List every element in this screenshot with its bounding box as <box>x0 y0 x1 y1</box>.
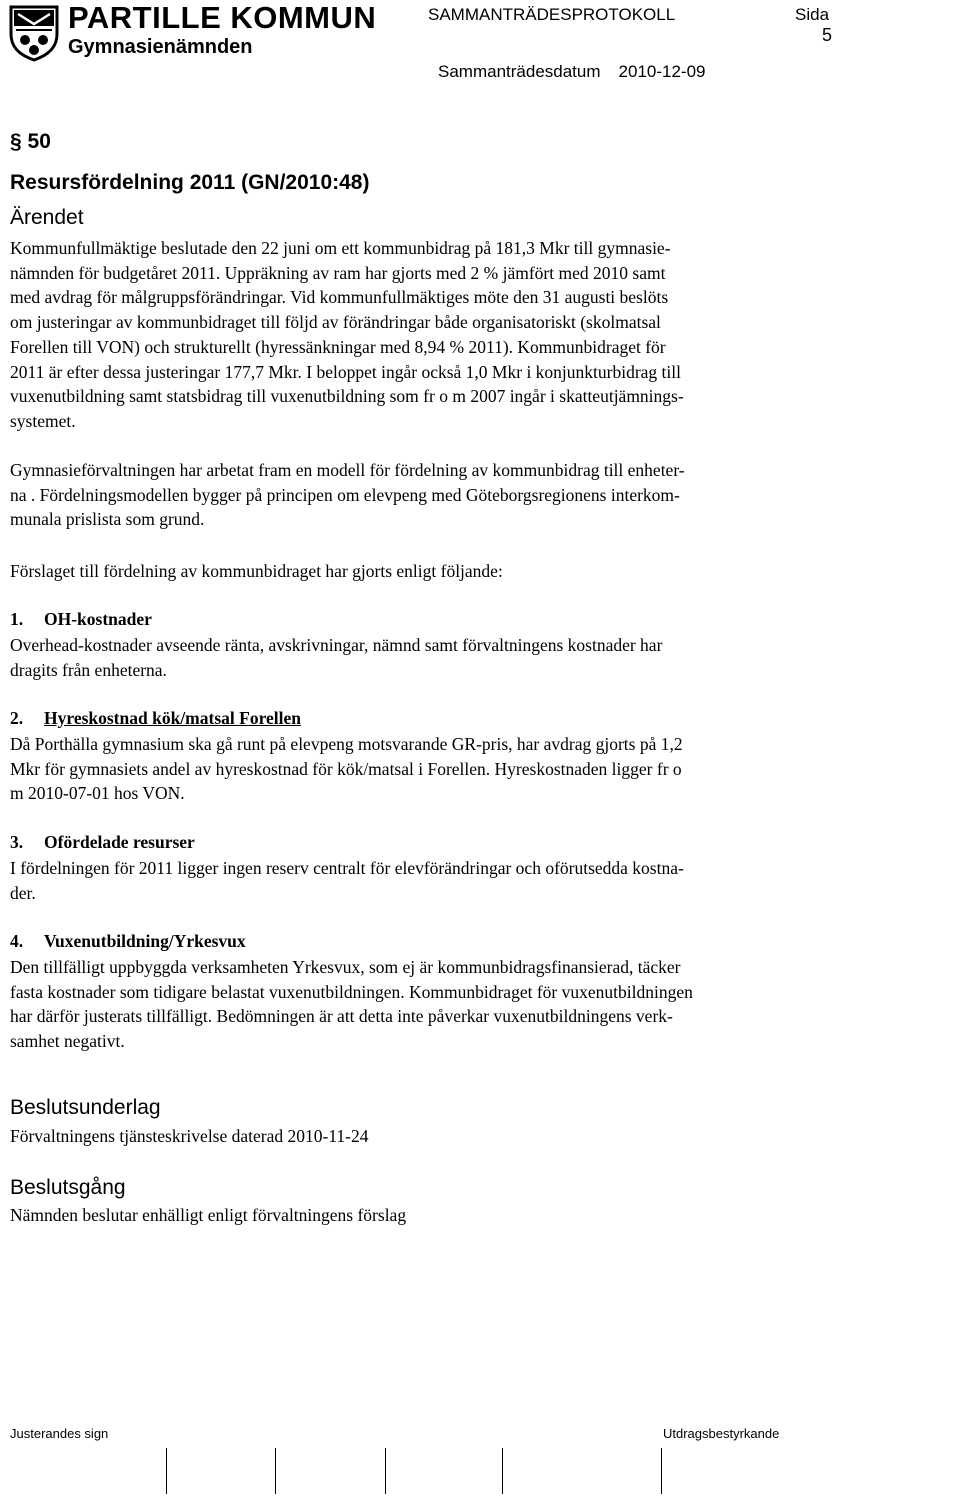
org-unit: Gymnasienämnden <box>68 36 253 58</box>
item-4-title: Vuxenutbildning/Yrkesvux <box>44 931 246 951</box>
beslutsgang-text <box>10 1203 840 1228</box>
beslutsunderlag-text <box>10 1124 840 1149</box>
item-4-heading <box>10 931 246 952</box>
paragraph-line: Forellen till VON) och strukturellt (hyressänkningar med 8,94 % 2011). Kommunbidraget för <box>10 336 666 357</box>
paragraph-line: Förslaget till fördelning av kommunbidraget har gjorts enligt följande: <box>10 561 503 581</box>
item-2-title: Hyreskostnad kök/matsal Forellen <box>44 708 302 728</box>
signature-box-divider <box>385 1448 386 1494</box>
footer-justerandes-sign-label: Justerandes sign <box>10 1426 109 1441</box>
item-4-body <box>10 955 840 1054</box>
paragraph-line: Nämnden beslutar enhälligt enligt förvaltningens förslag <box>10 1205 407 1225</box>
section-title: Resursfördelning 2011 (GN/2010:48) <box>10 171 370 194</box>
item-1-body <box>10 633 840 682</box>
page-number: 5 <box>822 25 833 45</box>
item-2-heading <box>10 708 301 729</box>
paragraph-line: Mkr för gymnasiets andel av hyreskostnad för kök/matsal i Forellen. Hyreskostnaden ligger fr o <box>10 758 682 779</box>
footer-utdragsbestyrkande-label: Utdragsbestyrkande <box>663 1426 780 1441</box>
item-4-number: 4. <box>10 931 24 951</box>
arendet-heading: Ärendet <box>10 206 84 229</box>
paragraph-line: har därför justerats tillfälligt. Bedömningen är att detta inte påverkar vuxenutbildningens verk- <box>10 1006 673 1027</box>
beslutsunderlag-heading: Beslutsunderlag <box>10 1096 161 1119</box>
item-2-number: 2. <box>10 708 24 728</box>
section-number: § 50 <box>10 130 51 153</box>
item-2-body <box>10 732 840 806</box>
signature-box-divider <box>275 1448 276 1494</box>
paragraph-line: Då Porthälla gymnasium ska gå runt på elevpeng motsvarande GR-pris, har avdrag gjorts på 1,2 <box>10 734 683 754</box>
paragraph-line: Kommunfullmäktige beslutade den 22 juni om ett kommunbidrag på 181,3 Mkr till gymnasie- <box>10 238 671 258</box>
paragraph-line: munala prislista som grund. <box>10 509 205 530</box>
arendet-paragraph-3 <box>10 559 840 584</box>
signature-box-divider <box>166 1448 167 1494</box>
beslutsgang-heading: Beslutsgång <box>10 1176 126 1199</box>
signature-box-divider <box>661 1448 662 1494</box>
item-1-heading <box>10 609 152 630</box>
paragraph-line: dragits från enheterna. <box>10 659 167 680</box>
item-1-number: 1. <box>10 609 24 629</box>
item-3-number: 3. <box>10 832 24 852</box>
paragraph-line: systemet. <box>10 410 76 431</box>
paragraph-line: m 2010-07-01 hos VON. <box>10 783 185 804</box>
paragraph-line: na . Fördelningsmodellen bygger på principen om elevpeng med Göteborgsregionens interkom- <box>10 484 680 505</box>
paragraph-line: 2011 är efter dessa justeringar 177,7 Mkr. I beloppet ingår också 1,0 Mkr i konjunkturbidrag till <box>10 361 682 382</box>
paragraph-line: Den tillfälligt uppbyggda verksamheten Yrkesvux, som ej är kommunbidragsfinansierad, täcker <box>10 957 681 977</box>
paragraph-line: vuxenutbildning samt statsbidrag till vuxenutbildning som fr o m 2007 ingår i skatteutjämnings- <box>10 386 684 407</box>
arendet-paragraph-2 <box>10 458 840 532</box>
paragraph-line: Förvaltningens tjänsteskrivelse daterad 2010-11-24 <box>10 1126 369 1146</box>
meeting-date-row <box>438 62 706 82</box>
paragraph-line: fasta kostnader som tidigare belastat vuxenutbildningen. Kommunbidraget för vuxenutbildningen <box>10 981 693 1002</box>
page-label: Sida <box>795 5 830 24</box>
item-3-body <box>10 856 840 905</box>
paragraph-line: Overhead-kostnader avseende ränta, avskrivningar, nämnd samt förvaltningens kostnader har <box>10 635 663 655</box>
item-1-title: OH-kostnader <box>44 609 152 629</box>
paragraph-line: Gymnasieförvaltningen har arbetat fram en modell för fördelning av kommunbidrag till enheter- <box>10 460 685 480</box>
arendet-paragraph-1 <box>10 236 840 434</box>
paragraph-line: samhet negativt. <box>10 1031 125 1052</box>
item-3-title: Ofördelade resurser <box>44 832 195 852</box>
paragraph-line: med avdrag för målgruppsförändringar. Vid kommunfullmäktiges möte den 31 augusti beslöts <box>10 287 669 308</box>
meeting-date-label: Sammanträdesdatum <box>438 62 601 81</box>
org-name: PARTILLE KOMMUN <box>68 0 377 35</box>
signature-box-divider <box>502 1448 503 1494</box>
coat-of-arms-icon <box>8 4 60 62</box>
meeting-date-value: 2010-12-09 <box>618 62 706 81</box>
paragraph-line: nämnden för budgetåret 2011. Uppräkning av ram har gjorts med 2 % jämfört med 2010 samt <box>10 262 666 283</box>
paragraph-line: I fördelningen för 2011 ligger ingen reserv centralt för elevförändringar och oförutsedda kostna- <box>10 858 684 878</box>
paragraph-line: der. <box>10 882 36 903</box>
paragraph-line: om justeringar av kommunbidraget till följd av förändringar både organisatoriskt (skolmatsal <box>10 312 661 333</box>
document-type: SAMMANTRÄDESPROTOKOLL <box>428 5 676 24</box>
item-3-heading <box>10 832 195 853</box>
